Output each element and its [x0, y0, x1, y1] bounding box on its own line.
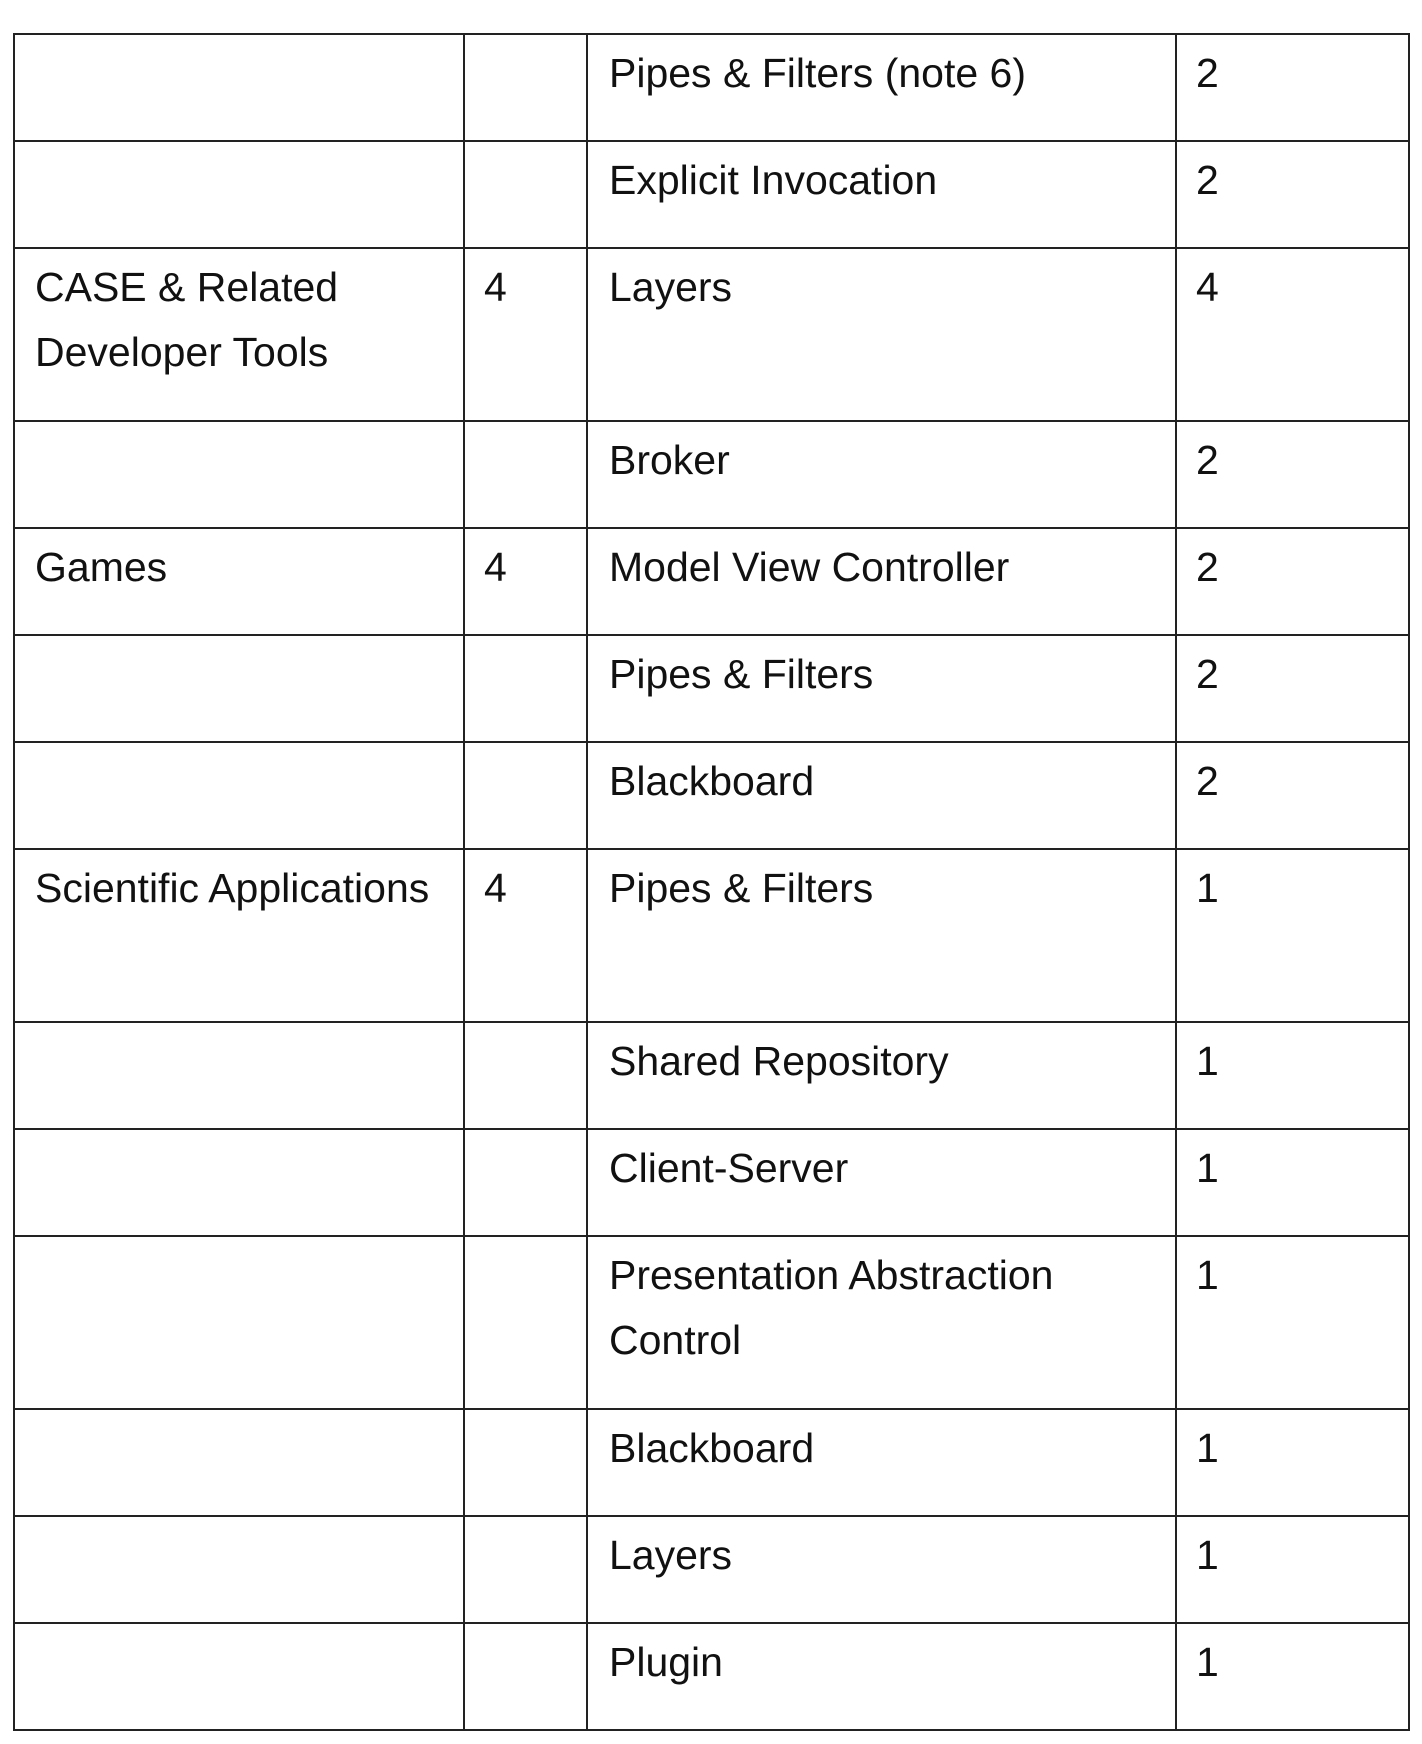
domain-count-cell: [464, 1409, 587, 1516]
domain-cell: Games: [14, 528, 464, 635]
table-row: [14, 1129, 1409, 1236]
domain-count-cell: [464, 1129, 587, 1236]
domain-count-cell: [464, 742, 587, 849]
pattern-count-cell: 1: [1176, 1516, 1409, 1623]
domain-cell: [14, 635, 464, 742]
pattern-count-cell: 4: [1176, 248, 1409, 421]
pattern-cell: Explicit Invocation: [587, 141, 1176, 248]
pattern-cell: Client-Server: [587, 1129, 1176, 1236]
pattern-count-cell: 1: [1176, 849, 1409, 1022]
domain-count-cell: 4: [464, 248, 587, 421]
domain-count-cell: [464, 1516, 587, 1623]
patterns-table: [13, 33, 1410, 1731]
domain-count-cell: [464, 1236, 587, 1409]
pattern-cell: Pipes & Filters (note 6): [587, 34, 1176, 141]
table-row: [14, 849, 1409, 1022]
domain-count-cell: 4: [464, 849, 587, 1022]
table-row: [14, 1409, 1409, 1516]
domain-count-cell: [464, 34, 587, 141]
pattern-count-cell: 2: [1176, 635, 1409, 742]
domain-cell: [14, 1409, 464, 1516]
table-row: [14, 742, 1409, 849]
domain-cell: [14, 1022, 464, 1129]
pattern-count-cell: 1: [1176, 1409, 1409, 1516]
pattern-cell: Presentation Abstraction Control: [587, 1236, 1176, 1409]
domain-cell: [14, 34, 464, 141]
pattern-cell: Broker: [587, 421, 1176, 528]
domain-count-cell: [464, 1623, 587, 1730]
domain-cell: CASE & Related Developer Tools: [14, 248, 464, 421]
pattern-count-cell: 2: [1176, 742, 1409, 849]
domain-cell: [14, 742, 464, 849]
pattern-cell: Layers: [587, 1516, 1176, 1623]
table-row: [14, 528, 1409, 635]
domain-cell: Scientific Applications: [14, 849, 464, 1022]
pattern-count-cell: 1: [1176, 1623, 1409, 1730]
pattern-count-cell: 2: [1176, 528, 1409, 635]
pattern-count-cell: 2: [1176, 421, 1409, 528]
table-row: [14, 248, 1409, 421]
domain-count-cell: [464, 635, 587, 742]
domain-count-cell: [464, 421, 587, 528]
domain-cell: [14, 141, 464, 248]
domain-cell: [14, 1129, 464, 1236]
pattern-cell: Plugin: [587, 1623, 1176, 1730]
domain-cell: [14, 421, 464, 528]
table-row: [14, 34, 1409, 141]
table-row: [14, 635, 1409, 742]
pattern-cell: Pipes & Filters: [587, 635, 1176, 742]
table-row: [14, 1022, 1409, 1129]
pattern-cell: Pipes & Filters: [587, 849, 1176, 1022]
domain-cell: [14, 1623, 464, 1730]
pattern-count-cell: 2: [1176, 34, 1409, 141]
pattern-cell: Blackboard: [587, 1409, 1176, 1516]
pattern-cell: Shared Repository: [587, 1022, 1176, 1129]
domain-cell: [14, 1236, 464, 1409]
table-row: [14, 421, 1409, 528]
patterns-table-body: [14, 34, 1409, 1730]
domain-cell: [14, 1516, 464, 1623]
domain-count-cell: [464, 141, 587, 248]
pattern-cell: Blackboard: [587, 742, 1176, 849]
domain-count-cell: 4: [464, 528, 587, 635]
pattern-count-cell: 2: [1176, 141, 1409, 248]
domain-count-cell: [464, 1022, 587, 1129]
table-row: [14, 141, 1409, 248]
pattern-count-cell: 1: [1176, 1236, 1409, 1409]
table-row: [14, 1516, 1409, 1623]
table-row: [14, 1623, 1409, 1730]
pattern-count-cell: 1: [1176, 1022, 1409, 1129]
pattern-cell: Layers: [587, 248, 1176, 421]
table-row: [14, 1236, 1409, 1409]
pattern-count-cell: 1: [1176, 1129, 1409, 1236]
pattern-cell: Model View Controller: [587, 528, 1176, 635]
